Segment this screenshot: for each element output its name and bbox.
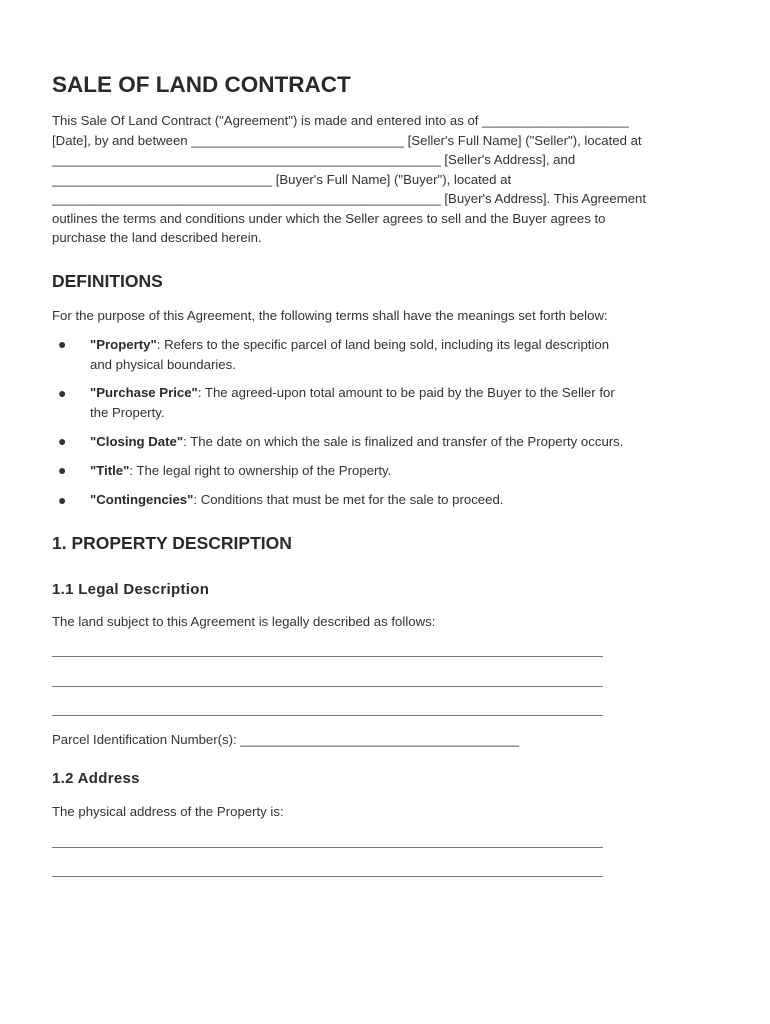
bullet-icon: ● [58, 336, 67, 352]
intro-line: purchase the land described herein. [52, 230, 262, 245]
intro-line: _____________________________________________________ [Buyer's Address]. This Agreement [52, 191, 647, 206]
intro-line: ______________________________ [Buyer's Full Name] ("Buyer"), located at [52, 171, 512, 187]
definition-item [90, 461, 391, 481]
bullet-icon: ● [58, 385, 67, 401]
bullet-icon: ● [58, 492, 67, 508]
definition-term: "Property" [90, 337, 157, 352]
document-title: SALE OF LAND CONTRACT [52, 72, 351, 97]
intro-line: outlines the terms and conditions under which the Seller agrees to sell and the Buyer agrees to [52, 210, 606, 226]
definition-text: : The date on which the sale is finalized and transfer of the Property occurs. [183, 434, 624, 449]
parcel-id-row [52, 730, 519, 750]
definition-term: "Contingencies" [90, 492, 194, 507]
bullet-icon: ● [58, 462, 67, 478]
definition-item [90, 383, 615, 422]
address-blank-line[interactable] [52, 847, 603, 848]
intro-paragraph [52, 111, 646, 248]
subsection-1-2-heading: 1.2 Address [52, 770, 140, 787]
definitions-heading: DEFINITIONS [52, 271, 163, 291]
parcel-id-label: Parcel Identification Number(s): [52, 732, 241, 747]
definitions-lead: For the purpose of this Agreement, the following terms shall have the meanings set forth below: [52, 308, 608, 323]
definition-item [90, 490, 503, 510]
definition-text: and physical boundaries. [90, 356, 236, 372]
definition-text: : The legal right to ownership of the Property. [129, 463, 392, 478]
definition-text: : Refers to the specific parcel of land being sold, including its legal description [156, 337, 610, 352]
definition-term: "Title" [90, 463, 130, 478]
definition-item [90, 335, 609, 374]
subsection-1-1-heading: 1.1 Legal Description [52, 581, 210, 598]
address-text: The physical address of the Property is: [52, 804, 284, 819]
intro-line: This Sale Of Land Contract ("Agreement") is made and entered into as of ____________________ [52, 113, 629, 128]
legal-description-text: The land subject to this Agreement is legally described as follows: [52, 614, 436, 629]
parcel-id-blank[interactable]: ______________________________________ [240, 732, 520, 747]
bullet-icon: ● [58, 433, 67, 449]
legal-description-blank-line[interactable] [52, 656, 603, 657]
definition-text: the Property. [90, 404, 165, 420]
intro-line: _____________________________________________________ [Seller's Address], and [52, 152, 576, 167]
definition-text: : Conditions that must be met for the sale to proceed. [193, 492, 504, 507]
section-1-heading: 1. PROPERTY DESCRIPTION [52, 533, 292, 553]
legal-description-blank-line[interactable] [52, 686, 603, 687]
legal-description-blank-line[interactable] [52, 715, 603, 716]
intro-line: [Date], by and between _____________________________ [Seller's Full Name] ("Seller"), located at [52, 132, 642, 148]
definition-item [90, 432, 623, 452]
definition-text: : The agreed-upon total amount to be paid by the Buyer to the Seller for [197, 385, 615, 400]
address-blank-line[interactable] [52, 876, 603, 877]
definition-term: "Purchase Price" [90, 385, 198, 400]
definition-term: "Closing Date" [90, 434, 184, 449]
